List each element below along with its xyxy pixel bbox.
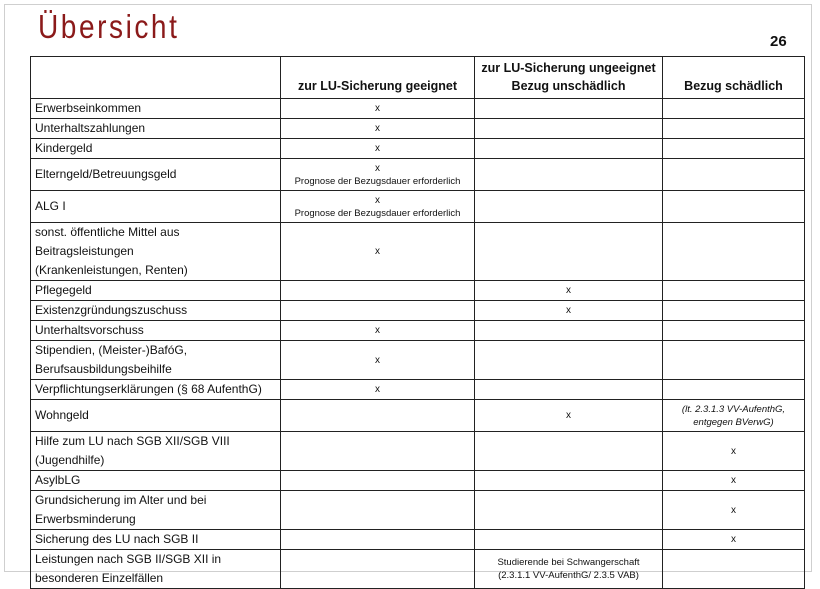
table-row (31, 223, 805, 281)
row-cell-suitable: x (281, 119, 475, 139)
row-label: Kindergeld (31, 139, 281, 159)
row-cell-suitable: x (281, 321, 475, 341)
row-cell-harmful: x (663, 491, 805, 530)
row-cell-unsuitable-harmless: x (475, 301, 663, 321)
table-row (31, 432, 805, 471)
row-cell-harmful: (lt. 2.3.1.3 VV-AufenthG, entgegen BVerwG) (663, 400, 805, 432)
page-number: 26 (770, 33, 787, 50)
row-label: Grundsicherung im Alter und bei Erwerbsminderung (31, 491, 281, 530)
row-note: Prognose der Bezugsdauer erforderlich (294, 175, 461, 187)
table-row (31, 491, 805, 530)
row-cell-harmful: x (663, 530, 805, 550)
row-label: Wohngeld (31, 400, 281, 432)
row-cell-suitable (281, 281, 475, 301)
table-row (31, 530, 805, 550)
row-cell-harmful (663, 341, 805, 380)
table-row (31, 139, 805, 159)
row-label: Existenzgründungszuschuss (31, 301, 281, 321)
table-body (31, 99, 805, 589)
page-title: Übersicht (38, 8, 180, 45)
row-label: AsylbLG (31, 471, 281, 491)
row-label: Unterhaltszahlungen (31, 119, 281, 139)
check-mark: x (375, 194, 380, 206)
row-cell-suitable (281, 471, 475, 491)
row-label: Erwerbseinkommen (31, 99, 281, 119)
row-label: Verpflichtungserklärungen (§ 68 AufenthG) (31, 380, 281, 400)
row-cell-suitable (281, 491, 475, 530)
table-row (31, 159, 805, 191)
row-cell-unsuitable-harmless (475, 491, 663, 530)
row-cell-unsuitable-harmless (475, 530, 663, 550)
row-cell-unsuitable-harmless (475, 159, 663, 191)
row-label: ALG I (31, 191, 281, 223)
row-cell-harmful (663, 139, 805, 159)
header-cell-empty (31, 57, 281, 99)
row-cell-harmful (663, 281, 805, 301)
row-note: Prognose der Bezugsdauer erforderlich (294, 207, 461, 219)
row-cell-harmful: x (663, 432, 805, 471)
table-row (31, 380, 805, 400)
row-cell-unsuitable-harmless (475, 223, 663, 281)
row-cell-harmful (663, 301, 805, 321)
table-row (31, 341, 805, 380)
row-cell-unsuitable-harmless: x (475, 281, 663, 301)
table-row (31, 119, 805, 139)
table-row (31, 191, 805, 223)
row-cell-unsuitable-harmless (475, 321, 663, 341)
row-cell-harmful (663, 191, 805, 223)
row-cell-unsuitable-harmless: x (475, 400, 663, 432)
row-label: Sicherung des LU nach SGB II (31, 530, 281, 550)
row-cell-suitable: x (281, 380, 475, 400)
row-cell-suitable: x (281, 99, 475, 119)
row-cell-unsuitable-harmless (475, 471, 663, 491)
row-label: sonst. öffentliche Mittel aus Beitragsleistungen (Krankenleistungen, Renten) (31, 223, 281, 281)
row-cell-unsuitable-harmless (475, 99, 663, 119)
row-label: Leistungen nach SGB II/SGB XII in besonderen Einzelfällen (31, 550, 281, 589)
table-row (31, 321, 805, 341)
row-cell-harmful: x (663, 471, 805, 491)
row-cell-unsuitable-harmless (475, 119, 663, 139)
row-cell-suitable (281, 159, 475, 191)
row-cell-suitable (281, 301, 475, 321)
row-cell-harmful (663, 380, 805, 400)
row-cell-unsuitable-harmless (475, 432, 663, 471)
header-unsuitable-harmless: zur LU-Sicherung ungeeignet Bezug unschädlich (475, 57, 663, 99)
row-cell-unsuitable-harmless (475, 139, 663, 159)
row-cell-harmful (663, 119, 805, 139)
row-cell-unsuitable-harmless: Studierende bei Schwangerschaft (2.3.1.1 VV-AufenthG/ 2.3.5 VAB) (475, 550, 663, 589)
header-suitable: zur LU-Sicherung geeignet (281, 57, 475, 99)
row-cell-suitable: x (281, 139, 475, 159)
table-row (31, 99, 805, 119)
row-cell-suitable: x (281, 223, 475, 281)
row-label: Hilfe zum LU nach SGB XII/SGB VIII (Jugendhilfe) (31, 432, 281, 471)
row-cell-unsuitable-harmless (475, 341, 663, 380)
table-header-row (31, 57, 805, 99)
row-cell-harmful (663, 321, 805, 341)
row-label: Pflegegeld (31, 281, 281, 301)
row-cell-harmful (663, 550, 805, 589)
row-cell-harmful (663, 223, 805, 281)
row-cell-harmful (663, 99, 805, 119)
row-cell-unsuitable-harmless (475, 380, 663, 400)
table-row (31, 471, 805, 491)
row-cell-suitable (281, 550, 475, 589)
row-cell-suitable (281, 530, 475, 550)
row-cell-harmful (663, 159, 805, 191)
overview-table (30, 56, 805, 589)
row-cell-suitable (281, 432, 475, 471)
row-label: Unterhaltsvorschuss (31, 321, 281, 341)
table-row (31, 301, 805, 321)
row-cell-suitable (281, 191, 475, 223)
row-cell-unsuitable-harmless (475, 191, 663, 223)
table-row (31, 550, 805, 589)
table-row (31, 281, 805, 301)
row-label: Stipendien, (Meister-)BafóG, Berufsausbildungsbeihilfe (31, 341, 281, 380)
table-row (31, 400, 805, 432)
row-cell-suitable: x (281, 341, 475, 380)
row-cell-suitable (281, 400, 475, 432)
header-harmful: Bezug schädlich (663, 57, 805, 99)
check-mark: x (375, 162, 380, 174)
row-label: Elterngeld/Betreuungsgeld (31, 159, 281, 191)
